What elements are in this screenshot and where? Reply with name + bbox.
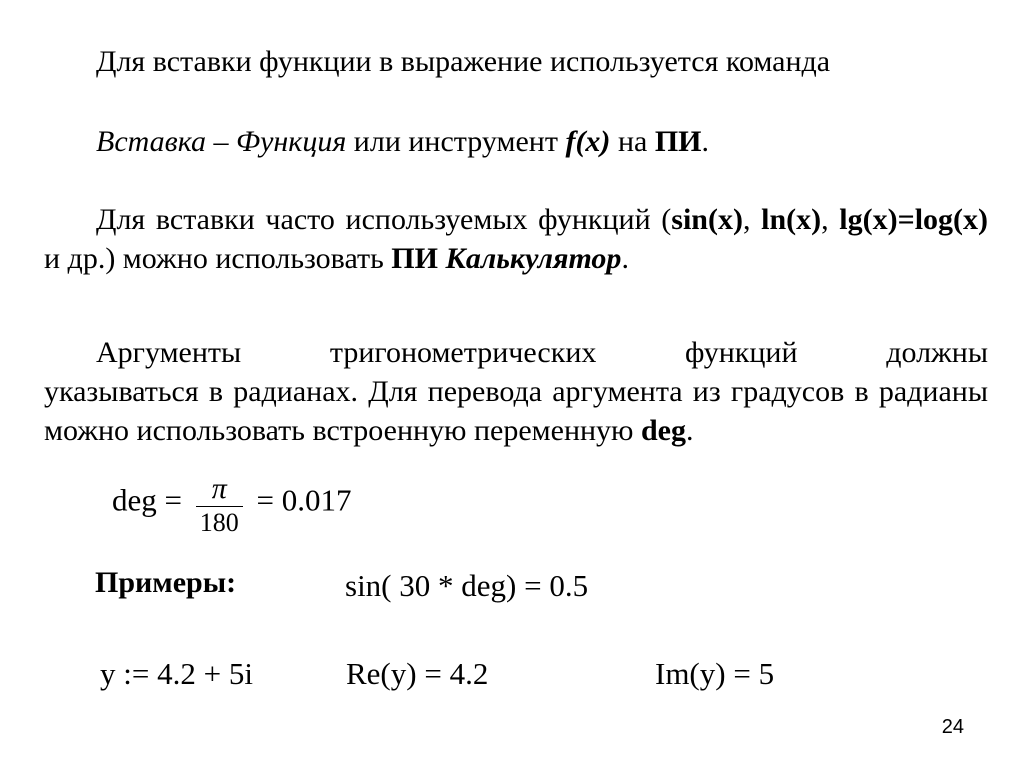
- example-value: 4.2: [449, 656, 489, 691]
- page-number: 24: [941, 716, 964, 738]
- equals-sign: =: [424, 656, 442, 691]
- example-imaginary-part: [655, 656, 774, 692]
- function-sin-text: sin(x): [671, 203, 743, 236]
- text-segment: ,: [742, 203, 762, 236]
- fraction-denominator: 180: [199, 508, 239, 537]
- example-complex-definition: y := 4.2 + 5i: [100, 656, 253, 691]
- example-real-part: [346, 656, 488, 692]
- examples-label: Примеры:: [95, 566, 237, 599]
- text-segment: ,: [821, 203, 840, 236]
- example-expression: Im(y): [655, 656, 726, 691]
- paragraph-trig-arguments: [44, 333, 988, 450]
- calculator-name-text: Калькулятор: [445, 242, 622, 275]
- equals-sign: =: [733, 656, 751, 691]
- equals-sign: =: [524, 568, 542, 603]
- equals-sign: =: [256, 482, 274, 518]
- equals-sign: =: [164, 482, 182, 518]
- text-segment: или инструмент: [346, 125, 566, 158]
- tool-fx-text: f(x): [565, 125, 611, 158]
- paragraph-insert-command: [44, 122, 988, 161]
- example-value: 5: [758, 656, 775, 691]
- paragraph-frequent-functions: [44, 200, 988, 278]
- text-segment: .: [621, 242, 629, 275]
- paragraph-insert-function: Для вставки функции в выражение используется команда: [96, 45, 831, 78]
- deg-variable-text: deg: [640, 414, 686, 447]
- formula-deg-definition: [112, 470, 351, 537]
- text-segment: и др.) можно использовать: [44, 242, 392, 275]
- formula-value: 0.017: [281, 482, 352, 518]
- paragraph-line: Аргументы тригонометрических функций должны: [96, 336, 988, 369]
- example-expression: Re(y): [346, 656, 417, 691]
- text-segment: .: [685, 414, 694, 447]
- text-segment: Для вставки часто используемых функций (: [96, 203, 672, 236]
- fraction-pi-over-180: [196, 472, 243, 539]
- function-ln-text: ln(x): [761, 203, 822, 236]
- example-expression: sin( 30 * deg): [345, 568, 517, 603]
- text-segment: на: [610, 125, 655, 158]
- example-sin: [345, 568, 588, 604]
- panel-name-text: ПИ: [654, 125, 702, 158]
- fraction-numerator: π: [211, 472, 227, 505]
- example-value: 0.5: [549, 568, 589, 603]
- function-lg-text: lg(x)=log(x): [839, 203, 989, 236]
- text-segment: указываться в радианах. Для перевода аргумента из градусов в радианы можно использовать встроенную переменную: [44, 375, 988, 447]
- panel-name-text: ПИ: [391, 242, 446, 275]
- formula-lhs: deg: [112, 482, 157, 518]
- menu-path-text: Вставка – Функция: [96, 125, 347, 158]
- text-segment: .: [701, 125, 709, 158]
